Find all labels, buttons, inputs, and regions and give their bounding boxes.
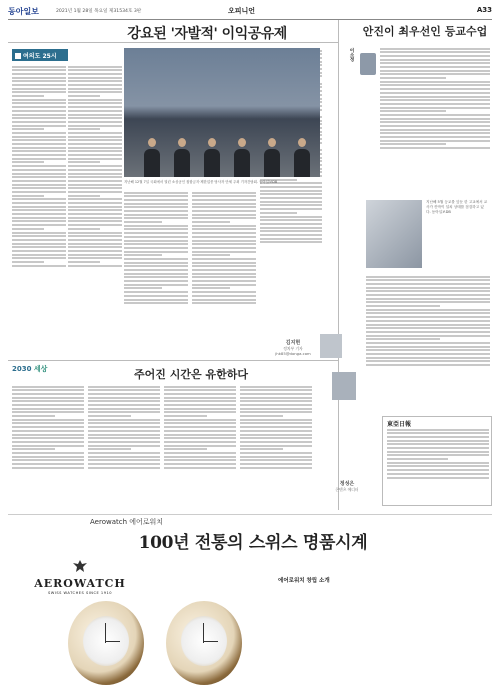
column-2030-body-col2 [88,384,160,508]
ad-body-col2 [380,585,484,675]
page-number: A33 [476,6,492,14]
author-2030-photo [332,372,356,400]
ad-section-title: 에어로워치 창립 소개 [278,578,330,584]
editorial-body-col4 [192,190,256,356]
watch-image-right [166,601,242,685]
section-title: 오피니언 [228,7,256,15]
ad-brand-name: Aerowatch 에어로워치 [90,518,164,526]
publisher-info-text [387,427,489,503]
right-column-body-top [380,46,490,196]
column-label-text: 여의도 25시 [23,53,57,60]
ad-logo: AEROWATCH [34,577,126,590]
ad-headline: 100년 전통의 스위스 명품시계 [138,533,368,553]
ad-body-col1 [270,585,374,675]
classroom-photo-caption: 지난해 5월 등교를 앞둔 한 고교에서 교사가 칸막이 설치 상태를 점검하고 있다. 동아일보DB [426,200,488,214]
editorial-photo [124,48,320,177]
right-column-headline: 안진이 최우선인 등교수업 [362,25,488,38]
right-column-byline: 이소정 [349,48,354,62]
editorial-body-col1 [12,64,66,356]
ad-logo-tagline: SWISS WATCHES SINCE 1910 [47,591,113,595]
issue-date: 2021년 1월 28일 목요일 제31534호 3판 [56,9,142,14]
author-name: 김지현 [285,340,301,346]
author-2030-byline [324,480,370,492]
author-email: jhk85@donga.com [275,351,311,356]
right-column-body-bottom [366,274,490,410]
headline-rule [8,42,338,43]
author-2030-name: 정성은 [339,481,355,487]
author-byline [268,339,318,356]
publisher-title: 東亞日報 [387,421,412,428]
newspaper-name: 동아일보 [8,7,39,16]
watch-image-left [68,601,144,685]
author-photo [320,334,342,358]
column-2030-suffix: 세상 [33,365,48,373]
column-label [12,49,68,61]
eagle-logo-icon [72,559,88,573]
masthead [8,6,492,20]
editorial-photo-caption: 지난해 12월 7일 국회에서 열린 소상공인 집합금지·제한업종 당사자 단체 주최 기자간담회. 동아일보DB [124,180,278,184]
flag-icon [15,53,21,59]
editorial-headline: 강요된 '자발적' 이익공유제 [127,26,287,42]
publisher-info-box [382,416,492,506]
author-role: 정치부 기자 [283,346,303,351]
columnist-photo [360,53,376,75]
column-2030-headline: 주어진 시간은 유한하다 [134,368,248,381]
column-2030-prefix: 2030 [12,365,32,373]
column-2030-body-col3 [164,384,236,508]
column-2030-body-col1 [12,384,84,508]
author-2030-role: 콘텐츠 에디터 [335,487,359,492]
editorial-body-col3 [124,190,188,356]
classroom-photo [366,200,422,268]
column-divider [338,20,339,510]
column-2030-label [12,364,88,376]
column-2030-body-col4 [240,384,312,508]
editorial-body-col2 [68,64,122,356]
aerowatch-advertisement [8,514,492,686]
section-rule [8,360,338,361]
